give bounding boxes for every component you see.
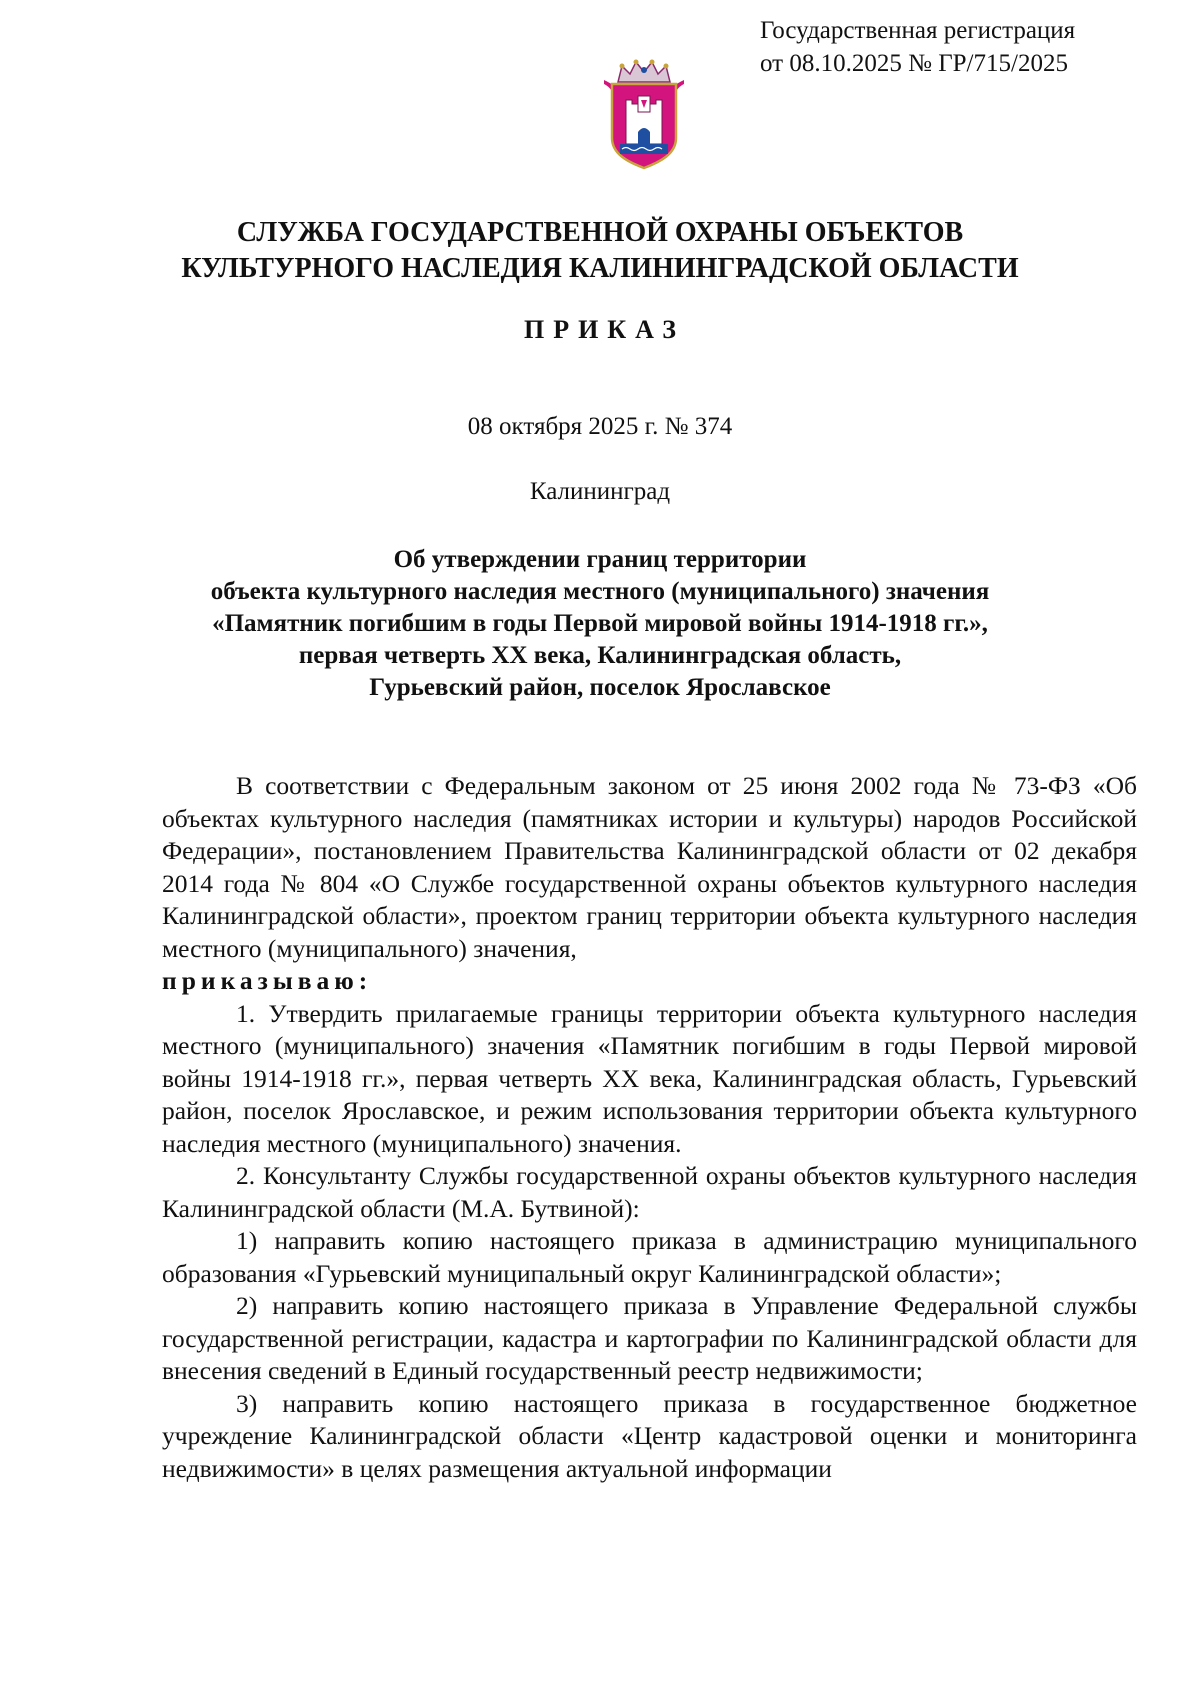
item-2-2-paragraph: 2) направить копию настоящего приказа в Управление Федеральной службы государственной регистрации, кадастра и картографии по Калининградской области для внесения сведений в Единый государственный реестр недвижимости;	[162, 1291, 1137, 1385]
item-2-3-paragraph: 3) направить копию настоящего приказа в государственное бюджетное учреждение Калининградской области «Центр кадастровой оценки и мониторинга недвижимости» в целях размещения актуальной информации	[162, 1388, 1137, 1483]
document-city: Калининград	[529, 478, 671, 505]
document-subject	[0, 544, 1200, 704]
agency-name	[0, 215, 1200, 287]
subject-line-5: Гурьевский район, поселок Ярославское	[369, 674, 831, 701]
document-date-number: 08 октября 2025 г. № 374	[467, 413, 733, 440]
subject-line-2: объекта культурного наследия местного (муниципального) значения	[210, 578, 990, 605]
registration-line-2: от 08.10.2025 № ГР/715/2025	[760, 50, 1068, 77]
agency-name-line-1: СЛУЖБА ГОСУДАРСТВЕННОЙ ОХРАНЫ ОБЪЕКТОВ	[236, 217, 964, 248]
document-type: ПРИКАЗ	[523, 315, 686, 344]
orders-paragraph	[162, 965, 1137, 998]
agency-name-line-2: КУЛЬТУРНОГО НАСЛЕДИЯ КАЛИНИНГРАДСКОЙ ОБЛАСТИ	[181, 253, 1019, 284]
item-2-paragraph: 2. Консультанту Службы государственной охраны объектов культурного наследия Калининградской области (М.А. Бутвиной):	[162, 1161, 1137, 1223]
preamble-paragraph: В соответствии с Федеральным законом от 25 июня 2002 года № 73-ФЗ «Об объектах культурного наследия (памятниках истории и культуры) народов Российской Федерации», постановлением Правительства Калининградской области от 02 декабря 2014 года № 804 «О Службе государственной охраны объектов культурного наследия Калининградской области», проектом границ территории объекта культурного наследия местного (муниципального) значения,	[162, 771, 1137, 963]
item-1-paragraph: 1. Утвердить прилагаемые границы территории объекта культурного наследия местного (муниципального) значения «Памятник погибшим в годы Первой мировой войны 1914-1918 гг.», первая четверть XX века, Калининградская область, Гурьевский район, поселок Ярославское, и режим использования территории объекта культурного наследия местного (муниципального) значения.	[162, 998, 1137, 1158]
subject-line-3: «Памятник погибшим в годы Первой мировой войны 1914-1918 гг.»,	[212, 610, 988, 637]
registration-stamp	[760, 14, 1075, 80]
subject-line-4: первая четверть XX века, Калининградская область,	[298, 642, 902, 669]
item-2-1-paragraph: 1) направить копию настоящего приказа в администрацию муниципального образования «Гурьевский муниципальный округ Калининградской области»;	[162, 1226, 1137, 1288]
orders-word: приказываю:	[162, 966, 373, 995]
subject-line-1: Об утверждении границ территории	[393, 546, 807, 573]
coat-of-arms-icon	[600, 58, 688, 170]
document-body	[162, 770, 1137, 1485]
registration-line-1: Государственная регистрация	[760, 17, 1076, 44]
